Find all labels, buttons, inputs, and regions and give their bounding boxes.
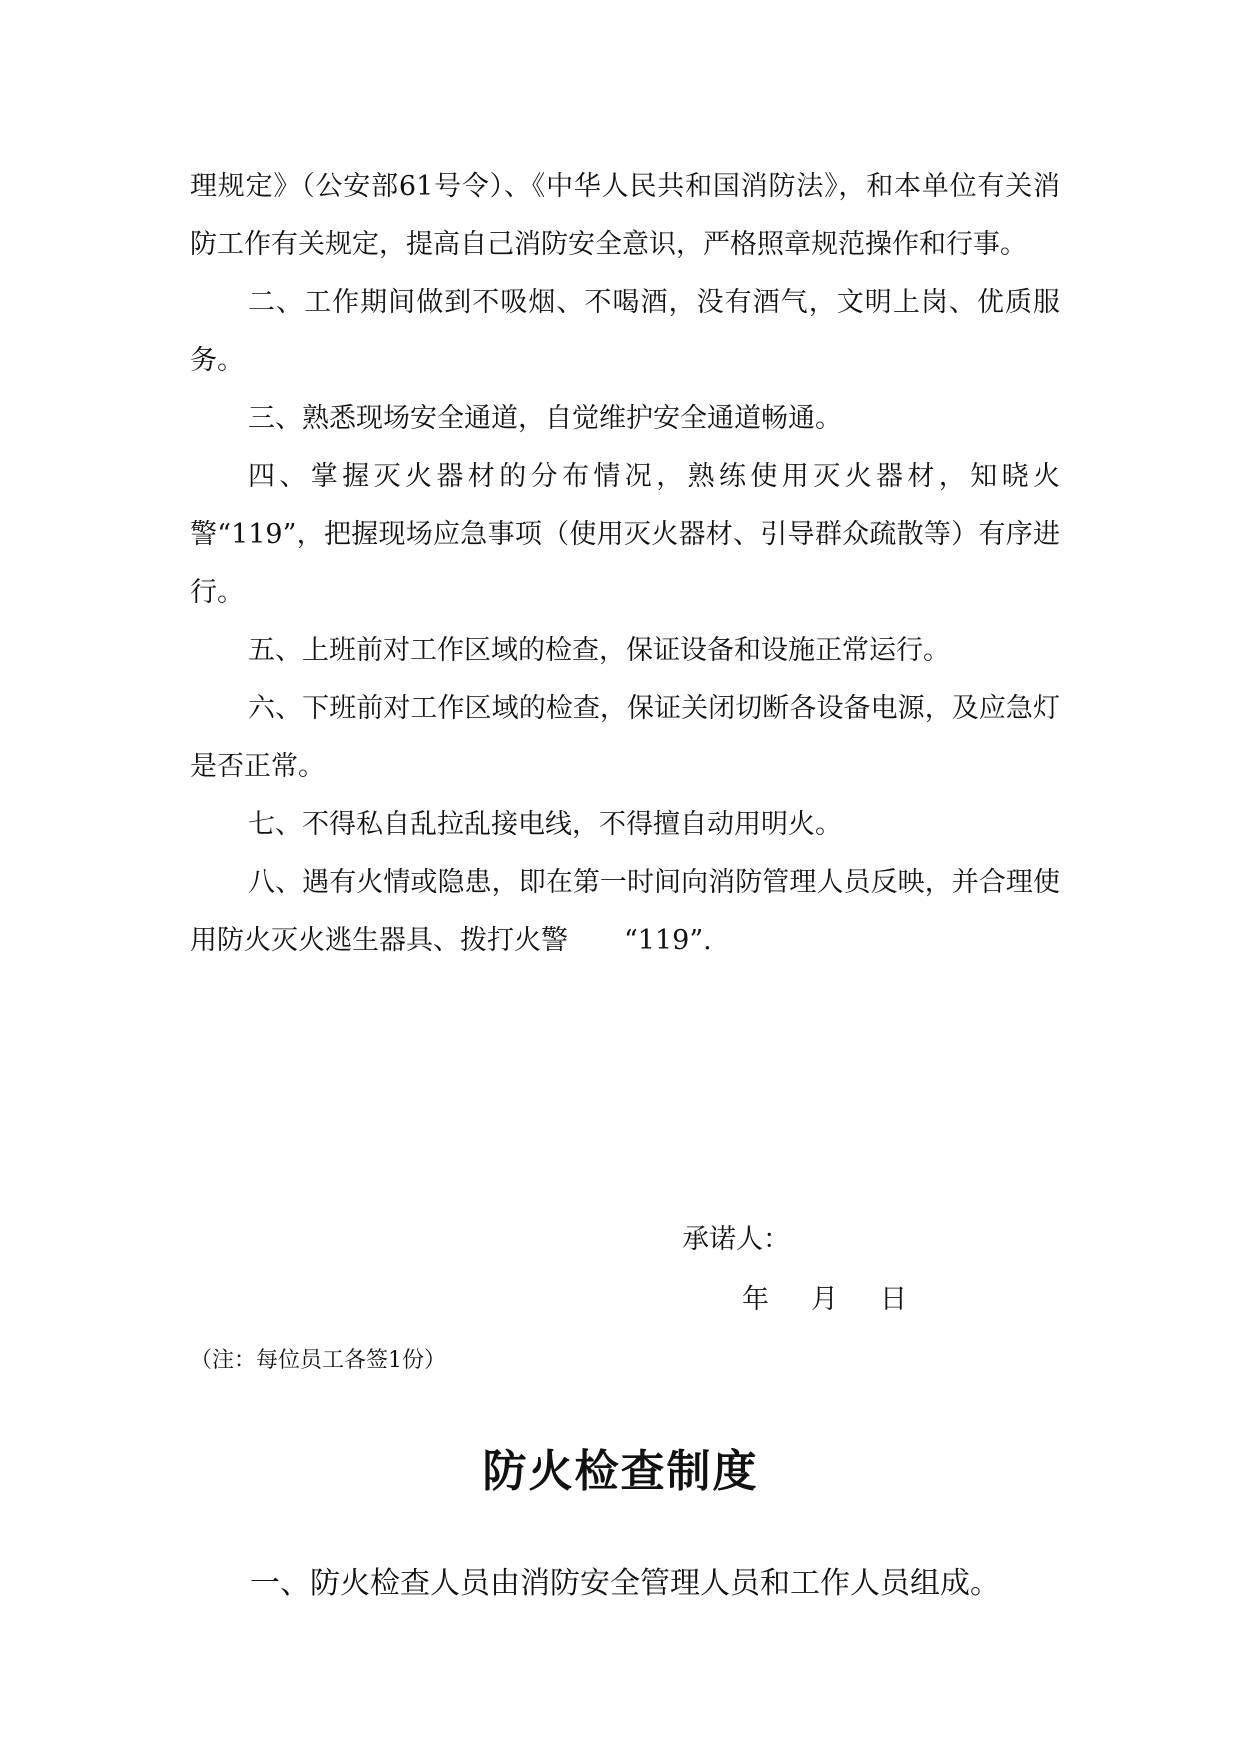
signatory-label: 承诺人： xyxy=(682,1224,790,1255)
paragraph-item-2: 二、工作期间做到不吸烟、不喝酒，没有酒气，文明上岗、优质服务。 xyxy=(190,287,1060,376)
paragraph-item-8-text: 八、遇有火情或隐患，即在第一时间向消防管理人员反映，并合理使用防火灭火逃生器具、拨打火警 xyxy=(190,867,1060,956)
pledge-body xyxy=(190,158,1060,970)
date-line xyxy=(742,1280,907,1320)
date-year: 年 xyxy=(742,1284,769,1315)
section-title: 防火检查制度 xyxy=(482,1446,759,1497)
date-month: 月 xyxy=(811,1284,838,1315)
section-first-item: 一、防火检查人员由消防安全管理人员和工作人员组成。 xyxy=(250,1566,1000,1601)
paragraph-item-3: 三、熟悉现场安全通道，自觉维护安全通道畅通。 xyxy=(248,403,842,434)
paragraph-item-5: 五、上班前对工作区域的检查，保证设备和设施正常运行。 xyxy=(248,635,950,666)
paragraph-item-8 xyxy=(190,854,1060,970)
paragraph-item-8-tail: “119”. xyxy=(624,925,712,956)
paragraph-item-6: 六、下班前对工作区域的检查，保证关闭切断各设备电源，及应急灯是否正常。 xyxy=(190,693,1060,782)
paragraph-continuation: 理规定》（公安部61号令）、《中华人民共和国消防法》，和本单位有关消防工作有关规定，提高自己消防安全意识，严格照章规范操作和行事。 xyxy=(190,171,1060,260)
paragraph-item-4: 四、掌握灭火器材的分布情况，熟练使用灭火器材，知晓火警“119”，把握现场应急事项（使用灭火器材、引导群众疏散等）有序进行。 xyxy=(190,461,1060,608)
date-day: 日 xyxy=(880,1284,907,1315)
paragraph-item-7: 七、不得私自乱拉乱接电线，不得擅自动用明火。 xyxy=(248,809,842,840)
signing-note: （注：每位员工各签1份） xyxy=(190,1348,446,1373)
